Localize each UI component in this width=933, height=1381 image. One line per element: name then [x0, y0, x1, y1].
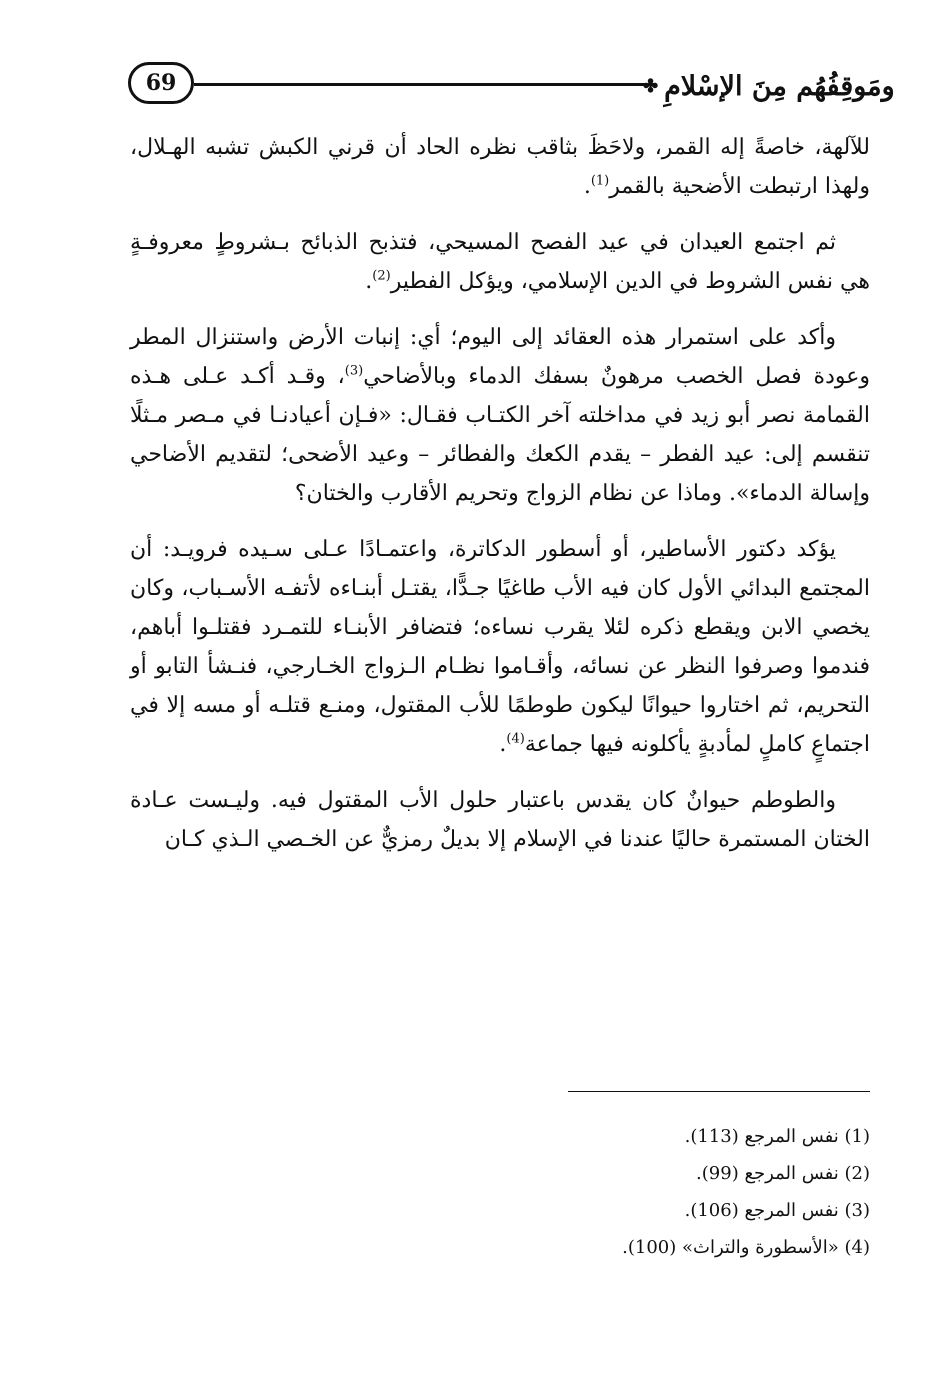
paragraph: [130, 128, 870, 206]
page-number: 69: [145, 70, 177, 96]
page-number-badge: [128, 62, 194, 104]
paragraph: [130, 781, 870, 859]
paragraph-text: للآلهة، خاصةً إله القمر، ولاحَظَ بثاقب نظره الحاد أن قرني الكبش تشبه الهـلال، ولهذا ارتبطت الأضحية بالقمر: [130, 135, 870, 199]
footnote-item: (1) نفس المرجع (113).: [684, 1126, 870, 1147]
body-text: [130, 128, 870, 876]
footnote-ref: (2): [372, 268, 391, 284]
running-title-text: ومَوقِفُهُم مِنَ الإسْلامِ: [664, 70, 895, 102]
period: .: [365, 269, 373, 294]
footnote-separator: [568, 1091, 870, 1092]
footnote-item: (4) «الأسطورة والتراث» (100).: [622, 1237, 870, 1258]
paragraph-text-continued: ، وقـد أكـد عـلى هـذه القمامة نصر أبو زيد في مداخلته آخر الكتـاب فقـال: «فـإن أعيادنـا في مـصر مـثلًا تنقسم إلى: عيد الفطر – يقدم الكعك والفطائر – وعيد الأضحى؛ لتقديم الأضاحي وإسالة الدماء». وماذا عن نظام الزواج وتحريم الأقارب والختان؟: [130, 364, 870, 506]
period: .: [583, 174, 591, 199]
page-header: [128, 62, 895, 110]
footnotes: [560, 1118, 870, 1266]
footnote-ref: (1): [590, 173, 610, 189]
footnote-ref: (3): [344, 363, 364, 379]
paragraph-text: والطوطم حيوانٌ كان يقدس باعتبار حلول الأب المقتول فيه. وليـست عـادة الختان المستمرة حاليًا عندنا في الإسلام إلا بديلٌ رمزيٌّ عن الخـصي الـذي كـان: [130, 788, 870, 852]
paragraph: [130, 223, 870, 301]
paragraph-text: يؤكد دكتور الأساطير، أو أسطور الدكاترة، واعتمـادًا عـلى سـيده فرويـد: أن المجتمع البدائي الأول كان فيه الأب طاغيًا جـدًّا، يقتـل أبنـاءه لأتفـه الأسـباب، وكان يخصي الابن ويقطع ذكره لئلا يقرب نساءه؛ فتضافر الأبنـاء للتمـرد فقتلـوا أباهم، فندموا وصرفوا النظر عن نسائه، وأقـاموا نظـام الـزواج الخـارجي، فنـشأ التابو أو التحريم، ثم اختاروا حيوانًا ليكون طوطمًا للأب المقتول، ومنـع قتلـه أو مسه إلا في اجتماعٍ كاملٍ لمأدبةٍ يأكلونه فيها جماعة: [130, 537, 870, 757]
paragraph-text: وأكد على استمرار هذه العقائد إلى اليوم؛ أي: إنبات الأرض واستنزال المطر وعودة فصل الخصب مرهونٌ بسفك الدماء وبالأضاحي: [130, 325, 870, 389]
ornament-icon: ✤: [643, 75, 659, 97]
period: .: [499, 732, 507, 757]
header-rule: [194, 83, 654, 86]
paragraph-text: ثم اجتمع العيدان في عيد الفصح المسيحي، فتذبح الذبائح بـشروطٍ معروفـةٍ هي نفس الشروط في الدين الإسلامي، ويؤكل الفطير: [130, 230, 870, 294]
paragraph: [130, 318, 870, 513]
running-title: [643, 62, 895, 110]
footnote-item: (3) نفس المرجع (106).: [684, 1200, 870, 1221]
paragraph: [130, 530, 870, 764]
footnote-item: (2) نفس المرجع (99).: [696, 1163, 870, 1184]
footnote-ref: (4): [506, 731, 525, 747]
